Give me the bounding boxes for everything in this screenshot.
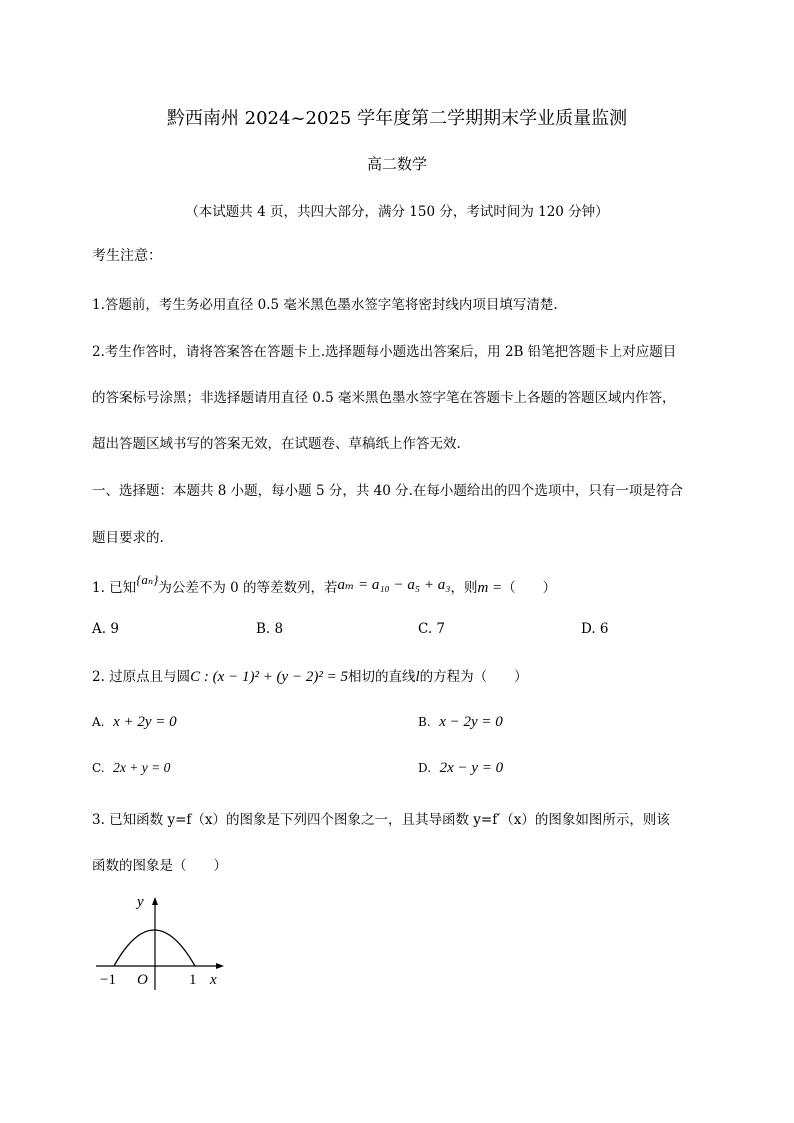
instructions-heading: 考生注意： — [92, 248, 162, 264]
tick-label-1: 1 — [189, 972, 197, 988]
derivative-graph — [92, 888, 232, 993]
q2-option-c-equation: 2x + y = 0 — [113, 760, 171, 775]
q2-text-3: 的方程为（ ） — [419, 669, 528, 685]
origin-label: O — [137, 972, 148, 988]
q2-option-b — [418, 714, 503, 731]
q2-option-b-label: B. — [418, 715, 431, 729]
exam-title: 黔西南州 2024~2025 学年度第二学期期末学业质量监测 — [166, 108, 628, 129]
instruction-item-1: 1.答题前，考生务必用直径 0.5 毫米黑色墨水签字笔将密封线内项目填写清楚. — [92, 297, 558, 313]
q1-text-4: （ ） — [502, 580, 557, 596]
question-1-stem — [92, 572, 557, 597]
y-axis-label: y — [137, 894, 144, 910]
instruction-item-2-line-1: 2.考生作答时，请将答案答在答题卡上.选择题每小题选出答案后，用 2B 铅笔把答题卡上对应题目 — [92, 344, 677, 360]
q2-circle-equation: C : (x − 1)² + (y − 2)² = 5 — [190, 669, 348, 685]
exam-note: （本试题共 4 页，共四大部分，满分 150 分，考试时间为 120 分钟） — [185, 204, 609, 220]
q1-text-3: ，则 — [450, 580, 478, 596]
q2-text-1: 2. 过原点且与圆 — [92, 669, 191, 685]
q1-m: m = — [477, 580, 503, 596]
x-axis-arrow — [216, 963, 224, 969]
q1-sequence: {aₙ} — [136, 572, 159, 587]
tick-label-neg-1: −1 — [100, 972, 116, 988]
q1-option-d: D. 6 — [581, 621, 609, 637]
q2-option-c-label: C. — [92, 761, 105, 775]
x-axis-label: x — [210, 972, 217, 988]
q1-text-2: 为公差不为 0 的等差数列，若 — [158, 580, 338, 596]
instruction-item-2-line-2: 的答案标号涂黑；非选择题请用直径 0.5 毫米黑色墨水签字笔在答题卡上各题的答题区域内作答， — [92, 390, 676, 406]
y-axis-arrow — [152, 897, 158, 905]
q1-option-c: C. 7 — [418, 621, 446, 637]
q2-option-a-label: A. — [92, 715, 105, 729]
q1-option-b: B. 8 — [256, 621, 284, 637]
q2-option-d-equation: 2x − y = 0 — [439, 760, 504, 776]
section-1-heading-line-2: 题目要求的. — [92, 530, 164, 546]
question-3-stem-line-2: 函数的图象是（ ） — [92, 858, 227, 874]
q2-option-b-equation: x − 2y = 0 — [439, 714, 503, 730]
question-3-stem-line-1: 3. 已知函数 y=f（x）的图象是下列四个图象之一，且其导函数 y=f′（x）的图象如图所示，则该 — [92, 812, 670, 828]
q2-option-a-equation: x + 2y = 0 — [113, 714, 177, 730]
exam-subject: 高二数学 — [366, 155, 427, 173]
q2-option-c — [92, 760, 170, 776]
q2-line-symbol: l — [415, 669, 420, 685]
q1-equation: aₘ = a₁₀ − a₅ + a₃ — [337, 577, 451, 593]
question-2-stem — [92, 665, 528, 686]
q2-option-a — [92, 714, 177, 731]
q2-option-d — [418, 760, 503, 777]
section-1-heading-line-1: 一、选择题：本题共 8 小题，每小题 5 分，共 40 分.在每小题给出的四个选项中，只有一项是符合 — [92, 483, 683, 499]
q2-text-2: 相切的直线 — [347, 669, 416, 685]
instruction-item-2-line-3: 超出答题区域书写的答案无效，在试题卷、草稿纸上作答无效. — [92, 436, 461, 452]
q1-option-a: A. 9 — [92, 621, 119, 637]
q1-text-1: 1. 已知 — [92, 580, 137, 596]
q2-option-d-label: D. — [418, 761, 432, 775]
